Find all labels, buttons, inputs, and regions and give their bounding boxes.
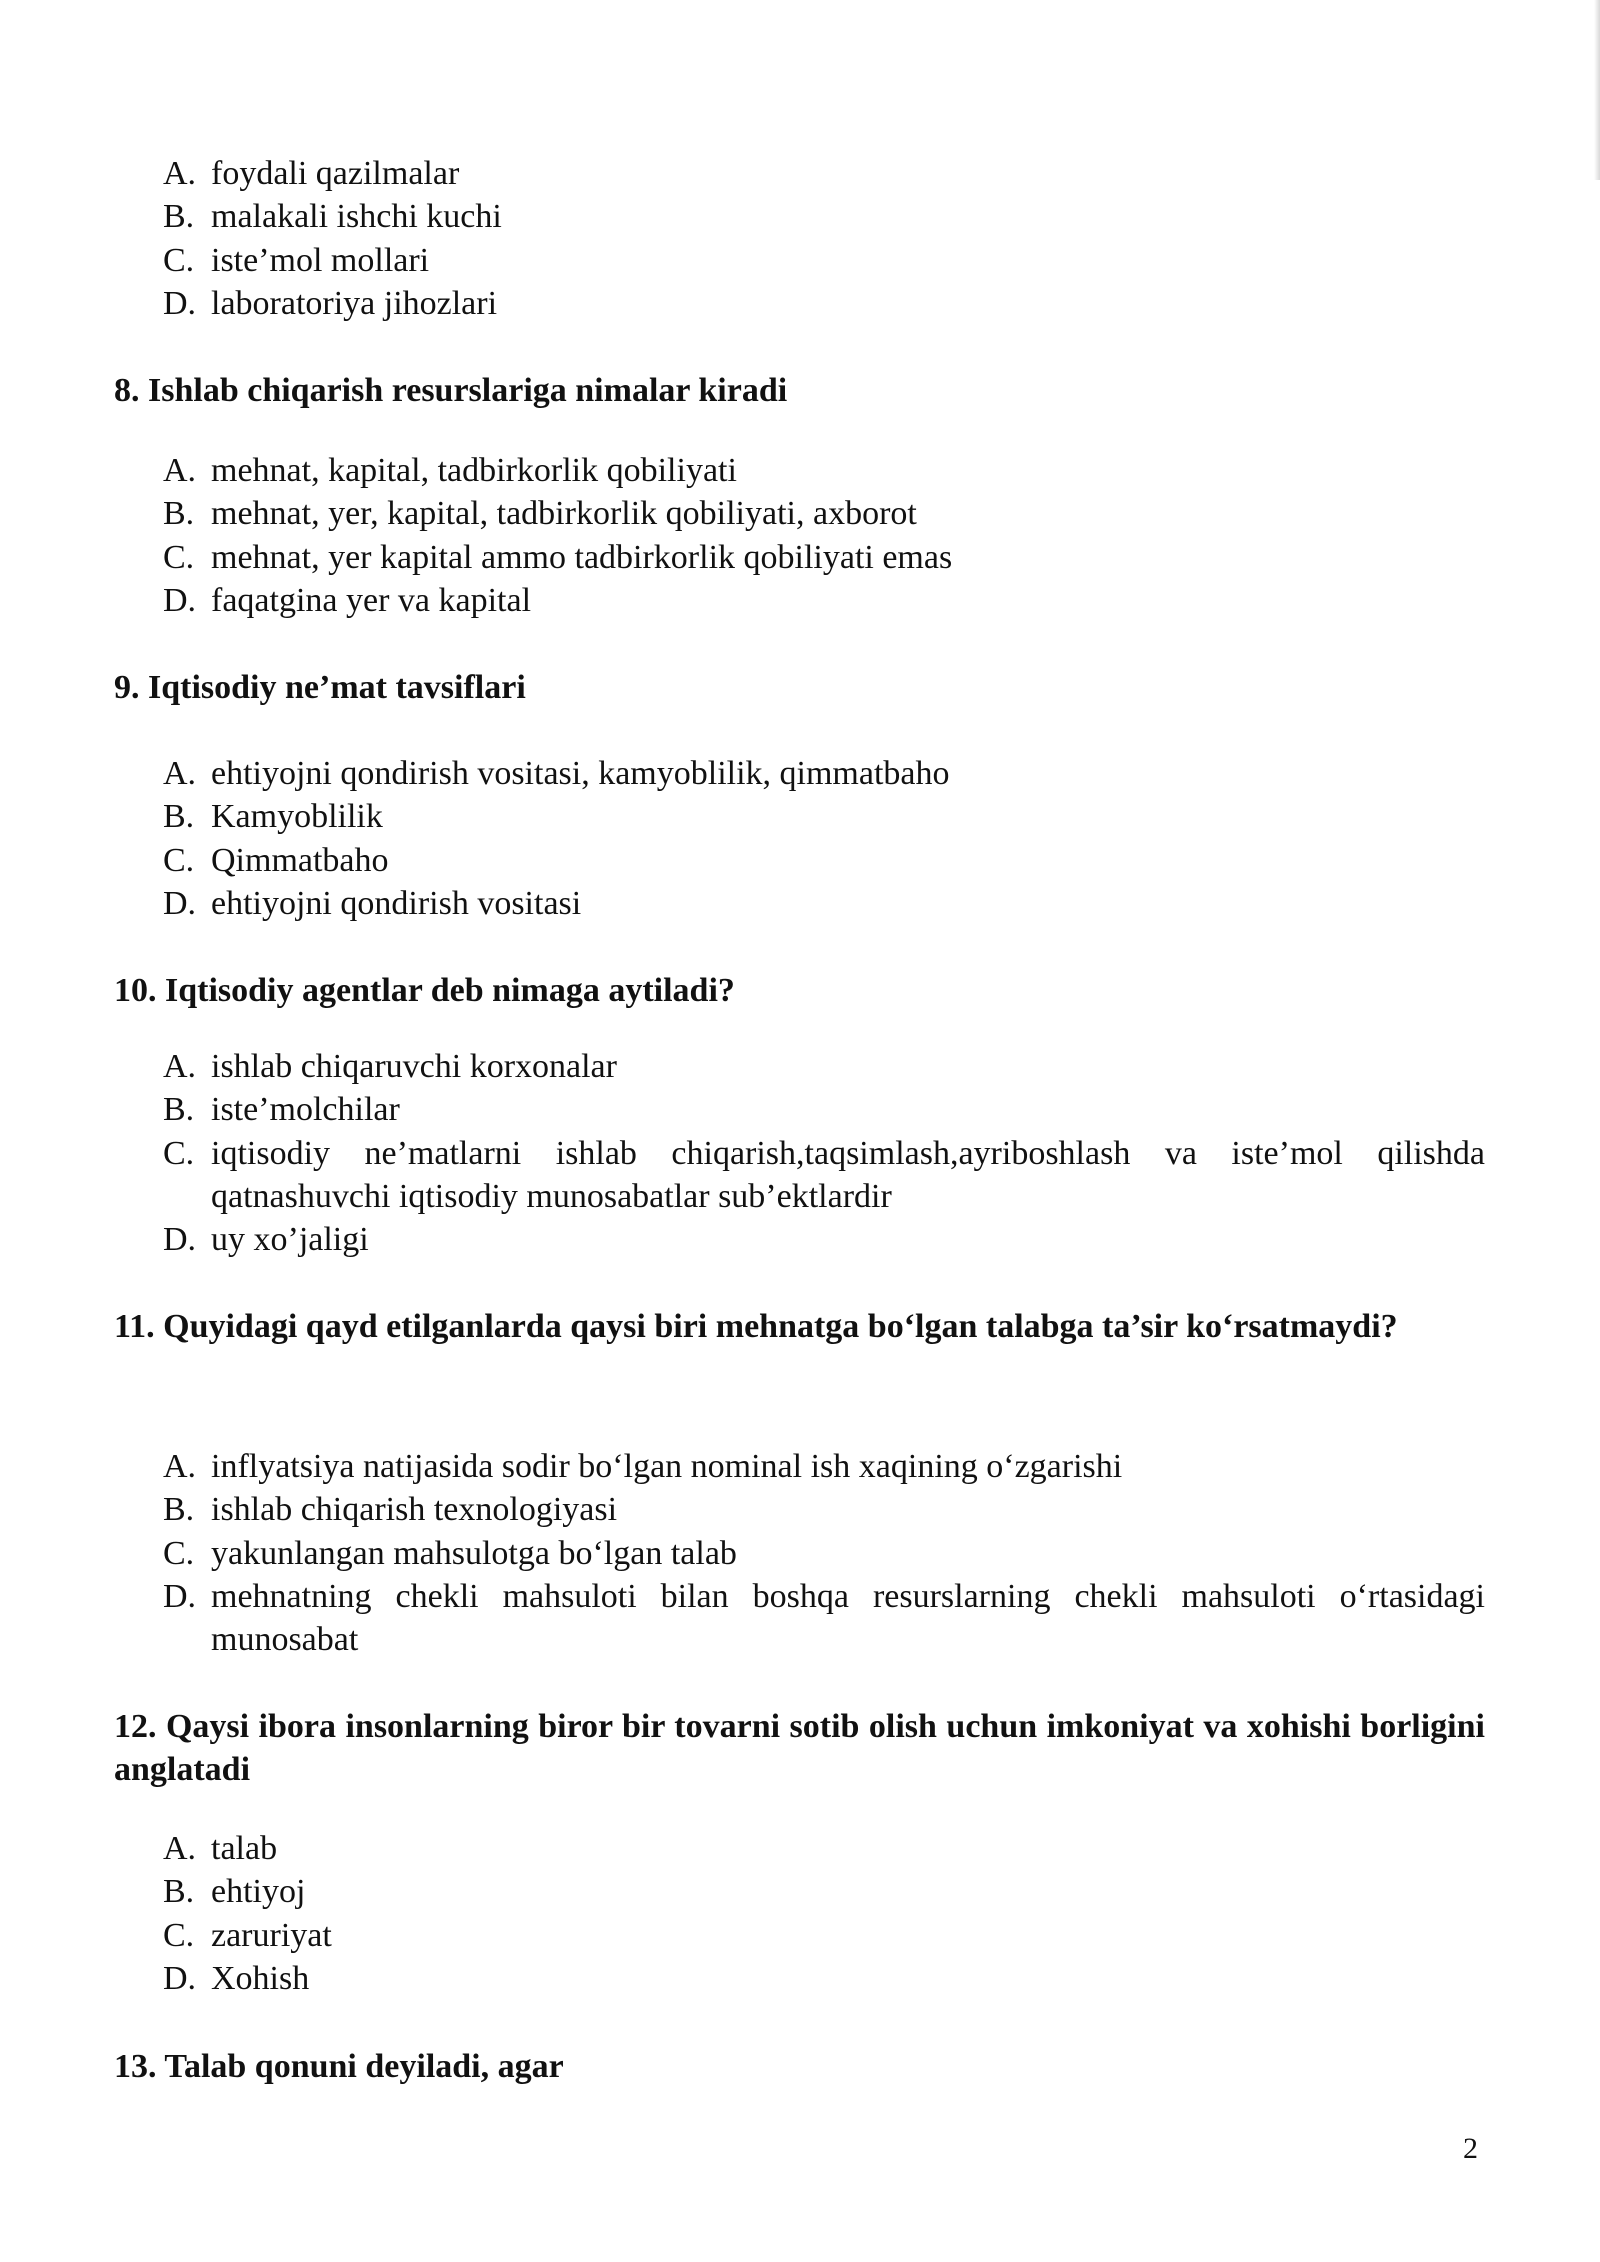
question-12-heading: 12. Qaysi ibora insonlarning biror bir tovarni sotib olish uchun imkoniyat va xohishi borligini anglatadi — [114, 1708, 1485, 1789]
option-text: mehnat, yer kapital ammo tadbirkorlik qobiliyati emas — [211, 538, 953, 576]
option-b — [163, 1488, 1485, 1531]
question-11-heading: 11. Quyidagi qayd etilganlarda qaysi biri mehnatga bo‘lgan talabga ta’sir ko‘rsatmaydi? — [114, 1308, 1398, 1345]
option-b — [163, 195, 1485, 238]
option-c — [163, 536, 1485, 579]
option-text: malakali ishchi kuchi — [211, 198, 502, 236]
option-c — [163, 1132, 1485, 1219]
options-list-q9 — [163, 752, 1485, 925]
question-8-heading: 8. Ishlab chiqarish resurslariga nimalar kiradi — [114, 372, 788, 409]
option-a — [163, 752, 1485, 795]
option-letter: A. — [163, 755, 197, 792]
option-letter: C. — [163, 1916, 195, 1954]
page-edge-shadow — [1594, 0, 1600, 180]
option-letter: D. — [163, 884, 197, 922]
option-d — [163, 882, 1485, 925]
option-d — [163, 579, 1485, 622]
option-text: mehnatning chekli mahsuloti bilan boshqa resurslarning chekli mahsuloti o‘rtasidagi munosabat — [211, 1577, 1485, 1659]
option-letter: C. — [163, 841, 195, 879]
option-text: inflyatsiya natijasida sodir bo‘lgan nominal ish xaqining o‘zgarishi — [211, 1448, 1123, 1485]
option-text: mehnat, yer, kapital, tadbirkorlik qobiliyati, axborot — [211, 495, 917, 533]
option-text: ehtiyojni qondirish vositasi, kamyoblilik, qimmatbaho — [211, 755, 950, 792]
option-text: Qimmatbaho — [211, 841, 389, 879]
option-d — [163, 282, 1485, 325]
option-text: ishlab chiqarish texnologiyasi — [211, 1491, 618, 1529]
option-letter: A. — [163, 1830, 197, 1867]
question-9-heading: 9. Iqtisodiy ne’mat tavsiflari — [114, 669, 526, 706]
option-a — [163, 1445, 1485, 1488]
option-a — [163, 1827, 1485, 1870]
option-text: iqtisodiy ne’matlarni ishlab chiqarish,taqsimlash,ayriboshlash va iste’mol qilishda qatnashuvchi iqtisodiy munosabatlar sub’ektlardir — [211, 1134, 1485, 1215]
option-text: faqatgina yer va kapital — [211, 581, 532, 619]
option-letter: C. — [163, 241, 195, 279]
option-letter: C. — [163, 1534, 195, 1572]
option-letter: D. — [163, 1577, 197, 1615]
option-letter: B. — [163, 495, 195, 533]
option-text: Kamyoblilik — [211, 798, 383, 836]
option-b — [163, 1088, 1485, 1131]
question-13-heading: 13. Talab qonuni deyiladi, agar — [114, 2048, 564, 2085]
option-letter: B. — [163, 198, 195, 236]
option-a — [163, 152, 1485, 195]
option-c — [163, 839, 1485, 882]
option-letter: B. — [163, 798, 195, 836]
option-a — [163, 449, 1485, 492]
options-list-q11 — [163, 1445, 1485, 1661]
option-text: Xohish — [211, 1959, 310, 1997]
option-a — [163, 1045, 1485, 1088]
option-c — [163, 1914, 1485, 1957]
option-b — [163, 492, 1485, 535]
option-letter: D. — [163, 1221, 197, 1259]
option-text: laboratoriya jihozlari — [211, 284, 498, 322]
option-letter: A. — [163, 1048, 197, 1085]
option-text: iste’molchilar — [211, 1091, 400, 1129]
option-letter: D. — [163, 581, 197, 619]
options-list-q8 — [163, 449, 1485, 622]
option-letter: B. — [163, 1491, 195, 1529]
option-b — [163, 795, 1485, 838]
option-text: mehnat, kapital, tadbirkorlik qobiliyati — [211, 452, 737, 489]
option-c — [163, 239, 1485, 282]
option-text: ehtiyojni qondirish vositasi — [211, 884, 582, 922]
option-text: ishlab chiqaruvchi korxonalar — [211, 1048, 617, 1085]
option-text: yakunlangan mahsulotga bo‘lgan talab — [211, 1534, 737, 1572]
option-text: foydali qazilmalar — [211, 155, 460, 192]
options-list-q12 — [163, 1827, 1485, 2000]
question-10-heading: 10. Iqtisodiy agentlar deb nimaga aytiladi? — [114, 972, 735, 1009]
option-text: iste’mol mollari — [211, 241, 430, 279]
option-letter: C. — [163, 538, 195, 576]
option-c — [163, 1532, 1485, 1575]
option-text: talab — [211, 1830, 278, 1867]
options-list-q10 — [163, 1045, 1485, 1261]
option-b — [163, 1870, 1485, 1913]
option-d — [163, 1957, 1485, 2000]
option-text: zaruriyat — [211, 1916, 332, 1954]
option-text: uy xo’jaligi — [211, 1221, 369, 1259]
option-letter: B. — [163, 1091, 195, 1129]
option-d — [163, 1575, 1485, 1662]
option-text: ehtiyoj — [211, 1873, 306, 1911]
option-d — [163, 1218, 1485, 1261]
option-letter: D. — [163, 284, 197, 322]
option-letter: B. — [163, 1873, 195, 1911]
option-letter: C. — [163, 1134, 195, 1172]
page-number: 2 — [1463, 2132, 1478, 2165]
option-letter: A. — [163, 155, 197, 192]
option-letter: A. — [163, 452, 197, 489]
option-letter: D. — [163, 1959, 197, 1997]
options-list-q7 — [163, 152, 1485, 325]
option-letter: A. — [163, 1448, 197, 1485]
